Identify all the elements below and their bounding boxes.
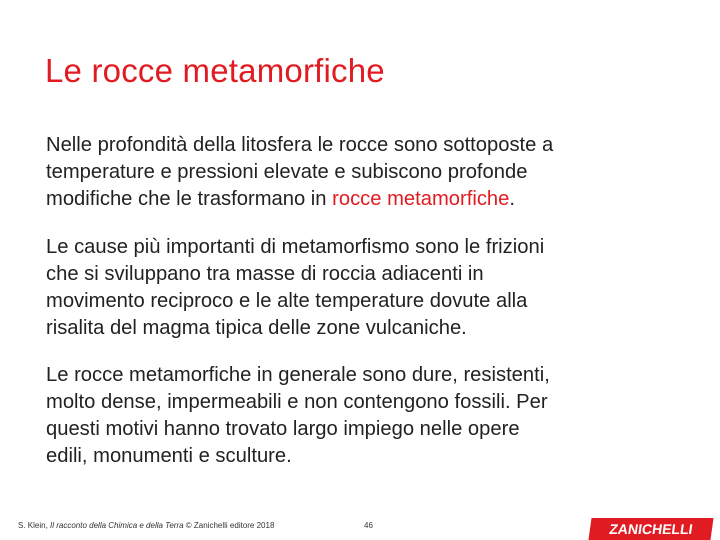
- slide-title: Le rocce metamorfiche: [45, 52, 385, 89]
- publisher-logo: ZANICHELLI: [588, 518, 713, 540]
- paragraph-line: molto dense, impermeabili e non contengono fossili. Per: [46, 391, 548, 413]
- page-number: 46: [364, 521, 373, 530]
- paragraph-line: Le rocce metamorfiche in generale sono dure, resistenti,: [46, 364, 550, 386]
- paragraph-line: Le cause più importanti di metamorfismo sono le frizioni: [46, 236, 545, 258]
- paragraph-3: [46, 362, 686, 470]
- line-text: modifiche che le trasformano in: [46, 188, 333, 210]
- paragraph-1: [46, 132, 686, 213]
- footer-book-title: Il racconto della Chimica e della Terra: [50, 521, 184, 530]
- line-punctuation: .: [509, 188, 515, 210]
- paragraph-line: edili, monumenti e sculture.: [46, 445, 292, 467]
- paragraph-line: questi motivi hanno trovato largo impiego nelle opere: [46, 418, 520, 440]
- paragraph-2: [46, 234, 686, 342]
- paragraph-line: che si sviluppano tra masse di roccia adiacenti in: [46, 263, 484, 285]
- highlighted-term: rocce metamorfiche: [332, 188, 510, 210]
- footer-citation: [18, 521, 274, 530]
- paragraph-line: temperature e pressioni elevate e subiscono profonde: [46, 161, 528, 183]
- paragraph-line: Nelle profondità della litosfera le rocce sono sottoposte a: [46, 134, 554, 156]
- paragraph-line: risalita del magma tipica delle zone vulcaniche.: [46, 317, 467, 339]
- paragraph-line: movimento reciproco e le alte temperature dovute alla: [46, 290, 528, 312]
- footer-author: S. Klein,: [18, 521, 51, 530]
- footer-publisher: © Zanichelli editore 2018: [183, 521, 275, 530]
- paragraph-line: [46, 186, 686, 213]
